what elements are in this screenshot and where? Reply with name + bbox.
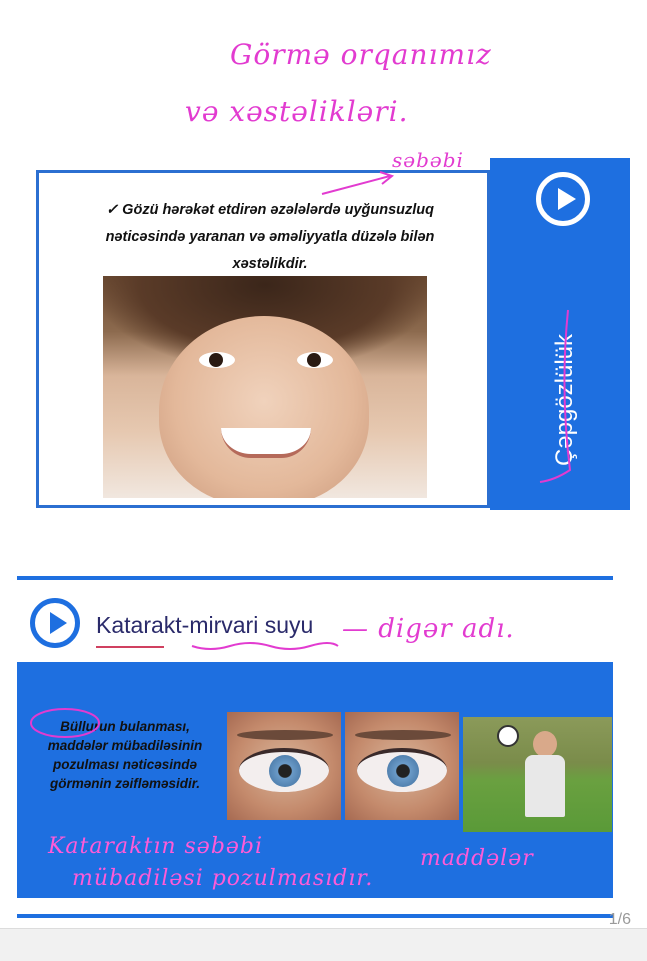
play-icon[interactable] [30,598,80,648]
arrow-annotation [320,170,400,200]
slide2-description: Büllurun bulanması, maddələr mübadiləsinin pozulması nəticəsində görmənin zəifləməsidir. [47,719,203,791]
left-eye [199,352,235,368]
right-eye [297,352,333,368]
slide1-bullet-text: ✓ Gözü hərəkət etdirən əzələlərdə uyğunsuzluq nəticəsində yaranan və əməliyyatla düzələ bilən xəstəlikdir. [105,202,435,272]
sidebar-ink-marks [530,300,600,490]
handwritten-note-cause: səbəbi [392,148,464,172]
title-underline [96,646,164,648]
iris [269,755,301,787]
eyebrow [237,730,333,740]
eyebrow [355,730,451,740]
face-shape [159,316,369,498]
handwritten-note-other-name: — digər adı. [342,614,515,644]
eye-white [357,748,447,792]
iris [387,755,419,787]
play-icon[interactable] [536,172,590,226]
slide1-side-title: Çəpgözlülük [551,333,578,467]
handwritten-note-cataract-cause: Kataraktın səbəbi [48,834,264,859]
handwritten-note-disorder: mübadiləsi pozulmasıdır. [72,866,374,891]
circle-ink-annotation [28,706,102,740]
page-counter: 1/6 [608,911,631,928]
viewer-bottom-bar [0,928,647,961]
person-head [533,731,557,757]
slide2-bottom-line [17,914,613,918]
handwritten-title-line2: və xəstəlikləri. [185,95,409,128]
child-face-photo [103,276,427,498]
eye-white [239,748,329,792]
slide2-top-line [17,576,613,580]
person-body [525,755,565,817]
handwritten-note-substances: maddələr [420,846,534,871]
handwritten-title-line1: Görmə orqanımız [230,38,492,71]
eye-closeup-photo-right [345,712,459,820]
slide2-title: Katarakt-mirvari suyu [96,612,314,638]
eye-closeup-photo-left [227,712,341,820]
football-field-photo [463,717,612,832]
ball [497,725,519,747]
title-ink-underline [190,640,340,654]
